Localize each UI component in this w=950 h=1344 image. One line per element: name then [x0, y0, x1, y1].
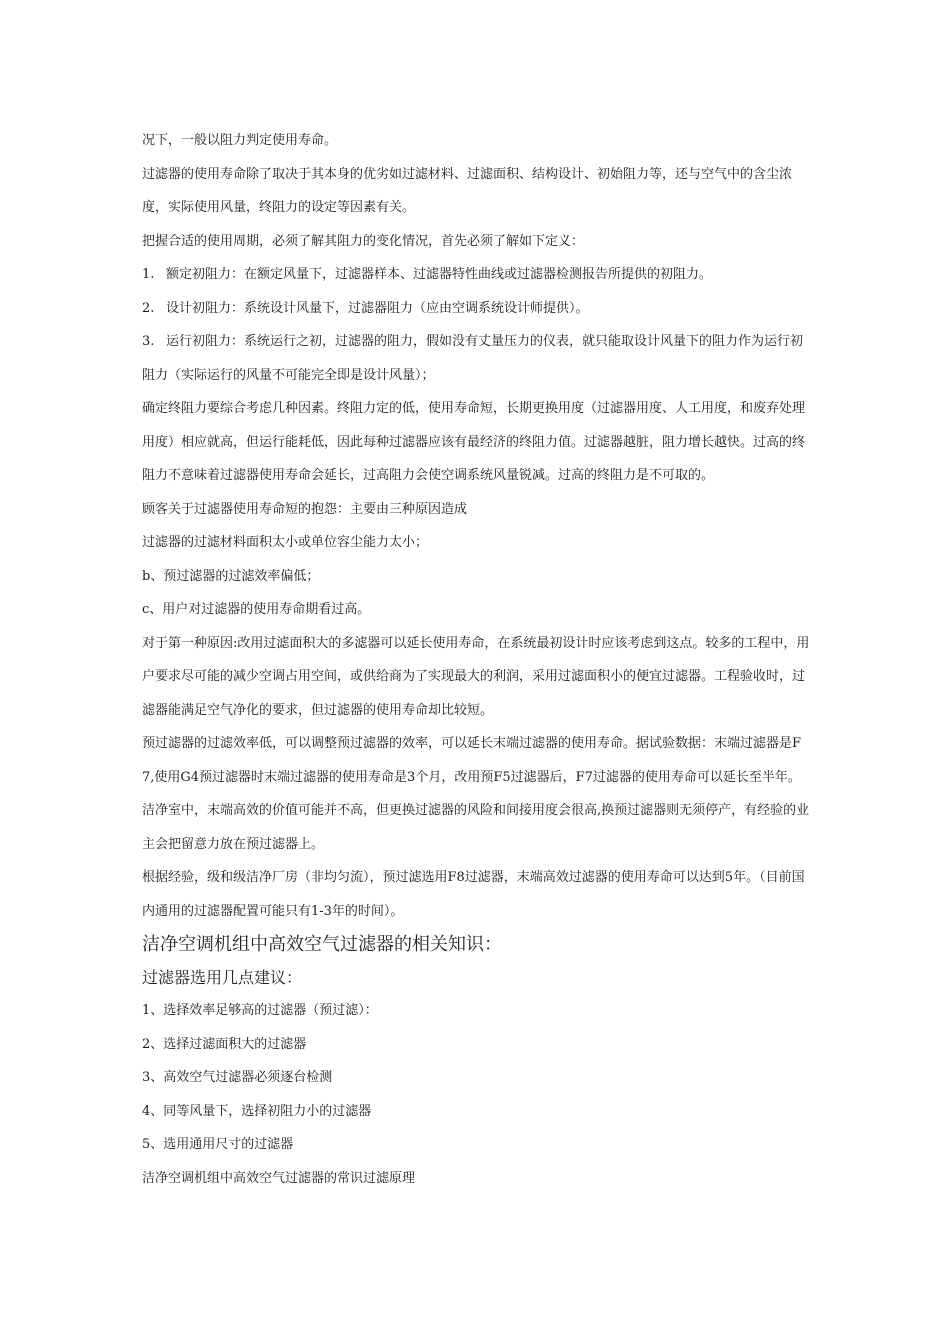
definition-rated-initial-resistance	[142, 258, 810, 292]
list-number: 2.	[142, 300, 155, 316]
definition-design-initial-resistance	[142, 292, 810, 326]
suggestion-item-5: 5、选用通用尺寸的过滤器	[142, 1137, 294, 1152]
list-number: 1.	[142, 267, 155, 282]
suggestion-item-3: 3、高效空气过滤器必须逐台检测	[142, 1070, 333, 1085]
subsection-heading: 过滤器选用几点建议：	[142, 968, 303, 987]
paragraph-cause-b: b、预过滤器的过滤效率偏低；	[142, 568, 320, 584]
definition-text: 运行初阻力：系统运行之初，过滤器的阻力，假如没有丈量压力的仪表，就只能取设计风量下的阻力作为运行初阻力（实际运行的风量不可能完全即是设计风量）；	[142, 334, 804, 383]
definition-text: 设计初阻力：系统设计风量下，过滤器阻力（应由空调系统设计师提供）。	[166, 300, 589, 316]
suggestion-item-4: 4、同等风量下，选择初阻力小的过滤器	[142, 1103, 372, 1119]
paragraph-definitions-intro: 把握合适的使用周期，必须了解其阻力的变化情况，首先必须了解如下定义：	[142, 233, 585, 249]
paragraph-experience: 根据经验，级和级洁净厂房（非均匀流），预过滤选用F8过滤器，末端高效过滤器的使用寿命可以达到5年。（目前国内通用的过滤器配置可能只有1-3年的时间）。	[142, 870, 805, 919]
list-number: 3.	[142, 334, 155, 349]
paragraph-cause-c: c、用户对过滤器的使用寿命期看过高。	[142, 602, 371, 617]
section-heading: 洁净空调机组中高效空气过滤器的相关知识：	[142, 934, 502, 955]
paragraph-cause-a: 过滤器的过滤材料面积太小或单位容尘能力太小；	[142, 535, 429, 550]
paragraph-lifetime-factors: 过滤器的使用寿命除了取决于其本身的优劣如过滤材料、过滤面积、结构设计、初始阻力等，还与空气中的含尘浓度，实际使用风量，终阻力的设定等因素有关。	[142, 166, 793, 215]
paragraph-first-cause: 对于第一种原因:改用过滤面积大的多滤器可以延长使用寿命，在系统最初设计时应该考虑到这点。较多的工程中，用户要求尽可能的减少空调占用空间，或供给商为了实现最大的利润，采用过滤面积小的便宜过滤器。工程验收时，过滤器能满足空气净化的要求，但过滤器的使用寿命却比较短。	[142, 635, 810, 718]
definition-text: 额定初阻力：在额定风量下，过滤器样本、过滤器特性曲线或过滤器检测报告所提供的初阻力。	[166, 267, 713, 282]
paragraph-prefilter-efficiency: 预过滤器的过滤效率低，可以调整预过滤器的效率，可以延长末端过滤器的使用寿命。据试验数据：末端过滤器是F7,使用G4预过滤器时末端过滤器的使用寿命是3个月，改用预F5过滤器后，F7过滤器的使用寿命可以延长至半年。洁净室中，末端高效的价值可能并不高，但更换过滤器的风险和间接用度会很高,换预过滤器则无须停产，有经验的业主会把留意力放在预过滤器上。	[142, 736, 810, 852]
paragraph-lifetime-judgement: 况下，一般以阻力判定使用寿命。	[142, 133, 338, 148]
document-body	[142, 124, 810, 1195]
suggestion-item-2: 2、选择过滤面积大的过滤器	[142, 1036, 307, 1052]
suggestion-item-1: 1、选择效率足够高的过滤器（预过滤）：	[142, 1003, 378, 1018]
paragraph-final-resistance: 确定终阻力要综合考虑几种因素。终阻力定的低，使用寿命短，长期更换用度（过滤器用度、人工用度，和废弃处理用度）相应就高，但运行能耗低，因此每种过滤器应该有最经济的终阻力值。过滤器越脏，阻力增长越快。过高的终阻力不意味着过滤器使用寿命会延长，过高阻力会使空调系统风量锐减。过高的终阻力是不可取的。	[142, 401, 806, 483]
paragraph-filtering-principle: 洁净空调机组中高效空气过滤器的常识过滤原理	[142, 1170, 416, 1186]
definition-operating-initial-resistance	[142, 325, 810, 392]
paragraph-complaint-intro: 顾客关于过滤器使用寿命短的抱怨：主要由三种原因造成	[142, 501, 468, 517]
